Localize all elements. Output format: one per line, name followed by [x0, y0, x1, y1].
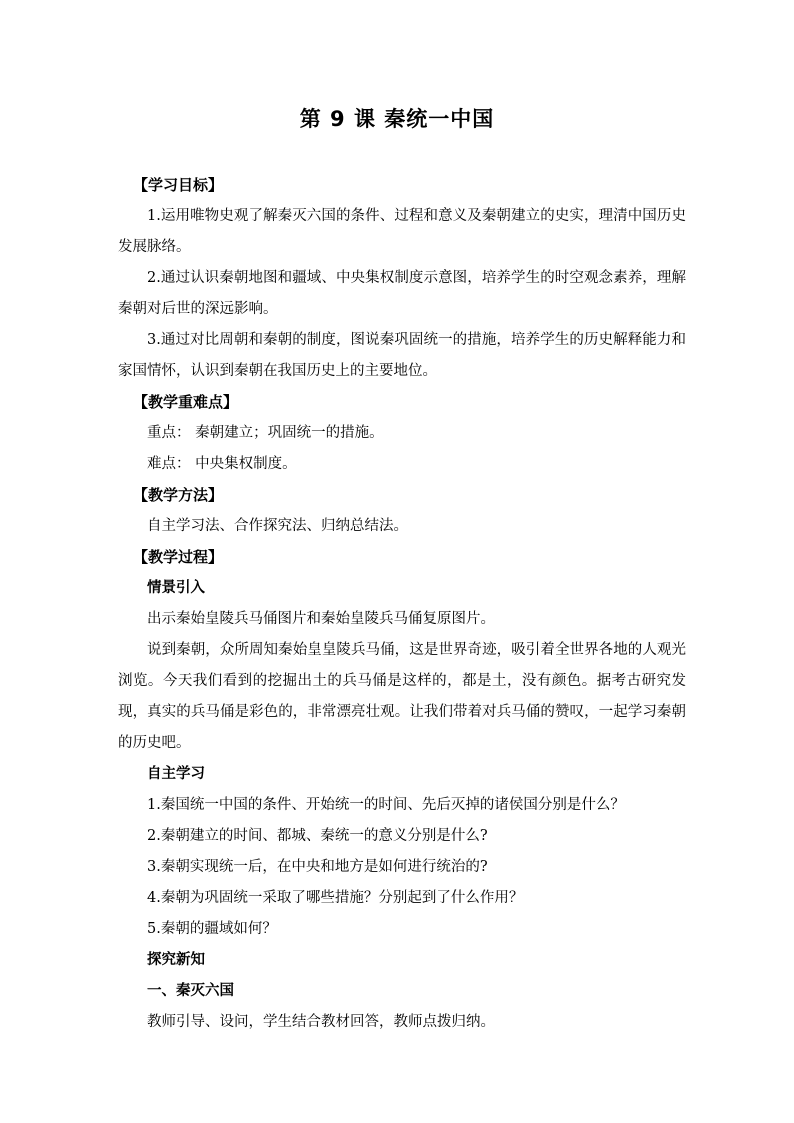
- self-study-question: 3.秦朝实现统一后，在中央和地方是如何进行统治的?: [147, 859, 488, 875]
- objective-item: 3.通过对比周朝和秦朝的制度，图说秦巩固统一的措施，培养学生的历史解释能力和家国情怀，认识到秦朝在我国历史上的主要地位。: [118, 332, 686, 379]
- section-heading-objectives: 【学习目标】: [133, 176, 224, 194]
- self-study-question: 2.秦朝建立的时间、都城、秦统一的意义分别是什么?: [147, 828, 488, 844]
- key-point-difficulty: 难点： 中央集权制度。: [147, 456, 297, 472]
- self-study-question: 5.秦朝的疆域如何？: [147, 921, 277, 937]
- section-heading-process: 【教学过程】: [133, 548, 224, 566]
- key-point-focus: 重点： 秦朝建立；巩固统一的措施。: [147, 425, 384, 441]
- methods-text: 自主学习法、合作探究法、归纳总结法。: [147, 518, 408, 534]
- document-body: [118, 170, 686, 1038]
- section-title-qin-conquest: 一、秦灭六国: [147, 983, 234, 999]
- subheading-intro: 情景引入: [147, 580, 205, 596]
- page-title: 第 9 课 秦统一中国: [299, 107, 495, 131]
- intro-paragraph: 出示秦始皇陵兵马俑图片和秦始皇陵兵马俑复原图片。: [147, 611, 495, 627]
- intro-paragraph: 说到秦朝，众所周知秦始皇皇陵兵马俑，这是世界奇迹，吸引着全世界各地的人观光浏览。今天我们看到的挖掘出土的兵马俑是这样的，都是土，没有颜色。据考古研究发现，真实的兵马俑是彩色的，非常漂亮壮观。让我们带着对兵马俑的赞叹，一起学习秦朝的历史吧。: [118, 642, 686, 751]
- objective-item: 1.运用唯物史观了解秦灭六国的条件、过程和意义及秦朝建立的史实，理清中国历史发展脉络。: [118, 208, 686, 255]
- section-text: 教师引导、设问，学生结合教材回答，教师点拨归纳。: [147, 1014, 495, 1030]
- section-heading-methods: 【教学方法】: [133, 486, 224, 504]
- self-study-question: 4.秦朝为巩固统一采取了哪些措施？分别起到了什么作用？: [147, 890, 524, 906]
- section-heading-key-points: 【教学重难点】: [133, 393, 239, 411]
- objective-item: 2.通过认识秦朝地图和疆域、中央集权制度示意图，培养学生的时空观念素养，理解秦朝对后世的深远影响。: [118, 270, 686, 317]
- subheading-explore: 探究新知: [147, 952, 205, 968]
- subheading-self-study: 自主学习: [147, 766, 205, 782]
- self-study-question: 1.秦国统一中国的条件、开始统一的时间、先后灭掉的诸侯国分别是什么？: [147, 797, 625, 813]
